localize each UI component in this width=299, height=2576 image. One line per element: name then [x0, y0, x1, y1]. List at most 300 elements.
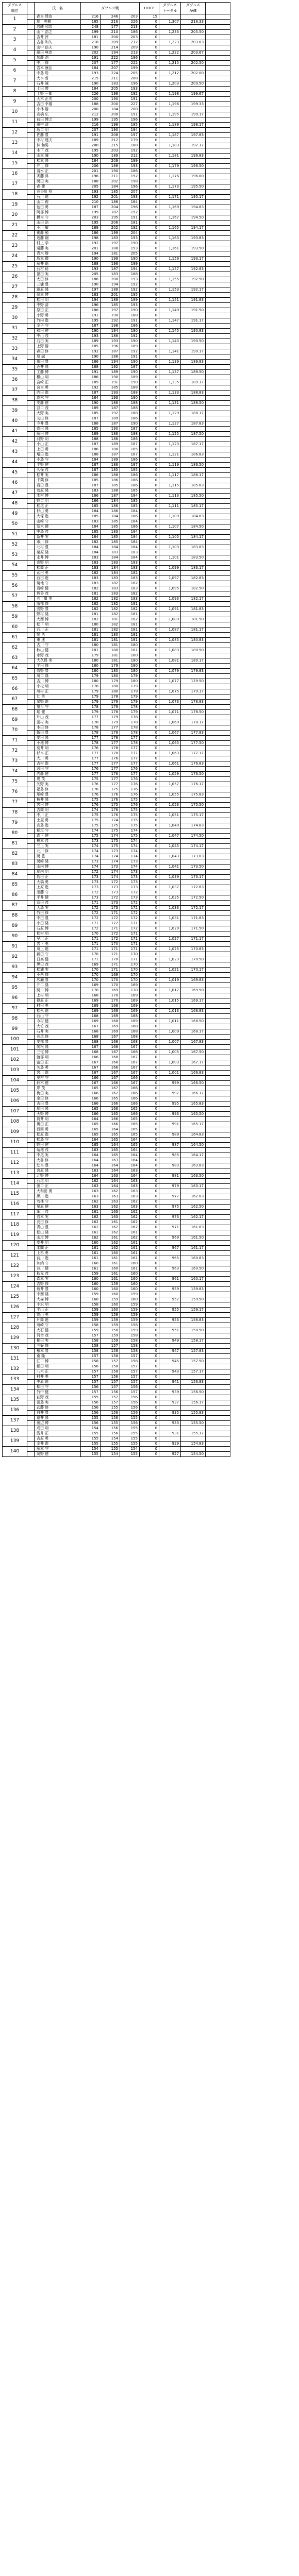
average-value	[181, 159, 206, 164]
blank-cell	[206, 720, 230, 725]
game-2-score: 177	[101, 61, 120, 66]
rank-cell: 45	[3, 468, 27, 478]
table-row	[3, 1292, 297, 1297]
game-1-score: 166	[81, 1091, 101, 1096]
rank-cell: 101	[3, 1045, 27, 1055]
game-3-score: 192	[120, 174, 140, 179]
game-1-score: 190	[81, 354, 101, 360]
game-1-score: 173	[81, 880, 101, 885]
game-3-score: 196	[120, 184, 140, 190]
total-value: 1,131	[159, 401, 181, 406]
average-value: 159.50	[181, 1297, 206, 1302]
game-1-score: 169	[81, 983, 101, 988]
game-3-score: 171	[120, 957, 140, 962]
hdcp-value: 0	[140, 71, 159, 76]
player-name: 黒田 茂	[35, 962, 81, 968]
game-2-score: 203	[101, 148, 120, 154]
player-name: 上田 勝	[35, 87, 81, 92]
team-cell	[27, 1333, 35, 1338]
player-name: 岡崎 隆	[35, 859, 81, 865]
game-2-score: 170	[101, 993, 120, 998]
hdcp-value: 0	[140, 380, 159, 385]
blank-cell	[206, 344, 230, 349]
hdcp-value: 0	[140, 1375, 159, 1380]
game-3-score: 191	[120, 112, 140, 117]
game-1-score: 186	[81, 375, 101, 380]
game-2-score: 166	[101, 1117, 120, 1122]
total-value	[159, 1416, 181, 1421]
table-row	[3, 1256, 297, 1261]
blank-cell	[206, 942, 230, 947]
rank-cell: 29	[3, 303, 27, 313]
blank-cell	[206, 251, 230, 257]
average-value: 176.50	[181, 772, 206, 777]
average-value	[181, 859, 206, 865]
player-name: 沢田 守	[35, 767, 81, 772]
game-2-score: 156	[101, 1416, 120, 1421]
game-3-score: 186	[120, 473, 140, 478]
rank-cell: 12	[3, 128, 27, 138]
player-name: 菅野 豊	[35, 669, 81, 674]
hdcp-value: 0	[140, 798, 159, 803]
total-value	[159, 519, 181, 524]
game-3-score: 185	[120, 468, 140, 473]
game-3-score: 199	[120, 262, 140, 267]
game-3-score: 162	[120, 1235, 140, 1241]
game-1-score: 181	[81, 628, 101, 633]
game-3-score: 157	[120, 1380, 140, 1385]
game-2-score: 163	[101, 1174, 120, 1179]
game-1-score: 176	[81, 767, 101, 772]
game-3-score: 175	[120, 813, 140, 818]
team-cell	[27, 287, 35, 293]
hdcp-value: 0	[140, 1261, 159, 1266]
game-3-score: 191	[120, 354, 140, 360]
game-1-score: 188	[81, 262, 101, 267]
rank-cell: 75	[3, 777, 27, 787]
total-value	[159, 952, 181, 957]
player-name: 水野 茂	[35, 653, 81, 658]
player-name: 南 隆	[35, 1354, 81, 1359]
team-cell	[27, 40, 35, 45]
game-1-score: 170	[81, 988, 101, 993]
hdcp-value: 0	[140, 746, 159, 751]
average-value	[181, 1107, 206, 1112]
average-value: 218.33	[181, 20, 206, 25]
hdcp-value: 0	[140, 777, 159, 782]
player-name: 新井 実	[35, 535, 81, 540]
game-1-score: 161	[81, 1266, 101, 1272]
hdcp-value: 0	[140, 1256, 159, 1261]
blank-cell	[206, 241, 230, 246]
player-name: 近藤 剛	[35, 236, 81, 241]
blank-cell	[206, 61, 230, 66]
table-row	[3, 92, 297, 97]
game-2-score: 167	[101, 1091, 120, 1096]
team-cell	[27, 689, 35, 694]
table-row	[3, 1344, 297, 1349]
game-1-score: 179	[81, 674, 101, 679]
game-2-score: 182	[101, 612, 120, 617]
player-name: 堀内 明	[35, 870, 81, 875]
table-row	[3, 20, 297, 25]
game-2-score: 182	[101, 597, 120, 602]
player-name: 大石 健	[35, 1328, 81, 1333]
player-name: 松下 明	[35, 622, 81, 628]
rank-cell: 27	[3, 282, 27, 293]
average-value	[181, 272, 206, 277]
blank-cell	[206, 396, 230, 401]
game-3-score: 189	[120, 375, 140, 380]
rank-cell: 113	[3, 1168, 27, 1179]
game-1-score: 185	[81, 478, 101, 483]
table-row	[3, 1287, 297, 1292]
table-row	[3, 957, 297, 962]
hdcp-value: 0	[140, 973, 159, 978]
game-2-score: 158	[101, 1349, 120, 1354]
hdcp-value: 0	[140, 988, 159, 993]
blank-cell	[206, 1081, 230, 1086]
average-value: 189.50	[181, 370, 206, 375]
game-1-score: 179	[81, 710, 101, 715]
rank-cell: 114	[3, 1179, 27, 1189]
hdcp-value: 0	[140, 540, 159, 545]
table-row	[3, 241, 297, 246]
average-value: 196.83	[181, 154, 206, 159]
total-value	[159, 1086, 181, 1091]
total-value: 1,081	[159, 658, 181, 664]
game-3-score: 199	[120, 159, 140, 164]
team-cell	[27, 1256, 35, 1261]
game-1-score: 189	[81, 339, 101, 344]
header-total: ダブルス トータル	[159, 3, 181, 14]
average-value	[181, 1086, 206, 1091]
player-name: 鈴木 健	[35, 1081, 81, 1086]
total-value	[159, 35, 181, 40]
table-row	[3, 1436, 297, 1442]
blank-cell	[206, 756, 230, 761]
blank-cell	[206, 993, 230, 998]
game-1-score: 189	[81, 138, 101, 143]
game-3-score: 187	[120, 452, 140, 457]
average-value: 163.83	[181, 1163, 206, 1168]
game-2-score: 246	[101, 14, 120, 20]
rank-cell: 81	[3, 839, 27, 849]
table-row	[3, 787, 297, 792]
player-name: 渡部 明	[35, 1055, 81, 1060]
game-1-score: 154	[81, 1447, 101, 1452]
table-row	[3, 1241, 297, 1246]
game-3-score: 161	[120, 1256, 140, 1261]
table-row	[3, 962, 297, 968]
player-name: 中原 進	[35, 1380, 81, 1385]
total-value: 1,183	[159, 143, 181, 148]
total-value: 1,161	[159, 246, 181, 251]
game-1-score: 163	[81, 1205, 101, 1210]
game-3-score: 190	[120, 339, 140, 344]
player-name: 桜井 隆	[35, 798, 81, 803]
hdcp-value: 0	[140, 865, 159, 870]
team-cell	[27, 14, 35, 20]
table-row	[3, 1138, 297, 1143]
table-row	[3, 777, 297, 782]
game-2-score: 168	[101, 1019, 120, 1024]
game-3-score: 192	[120, 226, 140, 231]
hdcp-value: 0	[140, 241, 159, 246]
total-value	[159, 942, 181, 947]
hdcp-value: 0	[140, 488, 159, 494]
total-value	[159, 1107, 181, 1112]
game-2-score: 178	[101, 746, 120, 751]
table-row	[3, 870, 297, 875]
total-value: 939	[159, 1390, 181, 1395]
hdcp-value: 0	[140, 267, 159, 272]
total-value	[159, 1055, 181, 1060]
table-row	[3, 895, 297, 901]
total-value	[159, 117, 181, 123]
blank-cell	[206, 751, 230, 756]
average-value	[181, 550, 206, 555]
blank-cell	[206, 1385, 230, 1390]
player-name: 坂井 豊	[35, 1287, 81, 1292]
team-cell	[27, 354, 35, 360]
blank-cell	[206, 1282, 230, 1287]
average-value: 177.17	[181, 751, 206, 756]
total-value	[159, 1045, 181, 1050]
table-row	[3, 1112, 297, 1117]
team-cell	[27, 1004, 35, 1009]
table-row	[3, 416, 297, 421]
total-value: 1,083	[159, 648, 181, 653]
average-value: 193.83	[181, 236, 206, 241]
blank-cell	[206, 308, 230, 313]
table-row	[3, 81, 297, 87]
game-2-score: 215	[101, 143, 120, 148]
total-value	[159, 385, 181, 391]
game-3-score: 183	[120, 597, 140, 602]
blank-cell	[206, 607, 230, 612]
team-cell	[27, 1076, 35, 1081]
blank-cell	[206, 561, 230, 566]
game-2-score: 160	[101, 1308, 120, 1313]
hdcp-value: 0	[140, 437, 159, 442]
table-row	[3, 524, 297, 530]
rank-cell: 100	[3, 1035, 27, 1045]
player-name: 山岸 博	[35, 1235, 81, 1241]
game-2-score: 207	[101, 66, 120, 71]
game-1-score: 181	[81, 648, 101, 653]
average-value	[181, 375, 206, 380]
table-row	[3, 694, 297, 700]
hdcp-value: 0	[140, 303, 159, 308]
game-1-score: 189	[81, 226, 101, 231]
player-name: 桑原 隆	[35, 550, 81, 555]
blank-cell	[206, 1138, 230, 1143]
blank-cell	[206, 128, 230, 133]
player-name: 富田 正	[35, 1060, 81, 1065]
game-2-score: 189	[101, 154, 120, 159]
player-name: 上田 勇	[35, 447, 81, 452]
total-value	[159, 674, 181, 679]
game-1-score: 189	[81, 406, 101, 411]
blank-cell	[206, 694, 230, 700]
game-3-score: 177	[120, 761, 140, 767]
game-3-score: 185	[120, 488, 140, 494]
total-value	[159, 612, 181, 617]
player-name: 杉本 正	[35, 751, 81, 756]
game-1-score: 158	[81, 1349, 101, 1354]
game-1-score: 192	[81, 195, 101, 200]
rank-cell: 42	[3, 437, 27, 447]
rank-cell: 74	[3, 767, 27, 777]
player-name: 宮田 博	[35, 803, 81, 808]
game-2-score: 169	[101, 973, 120, 978]
table-row	[3, 1442, 297, 1447]
rank-cell: 31	[3, 324, 27, 334]
total-value: 1,005	[159, 1050, 181, 1055]
player-name: 西川 正	[35, 628, 81, 633]
total-value	[159, 715, 181, 720]
team-cell	[27, 494, 35, 499]
total-value: 1,196	[159, 102, 181, 107]
game-2-score: 181	[101, 251, 120, 257]
hdcp-value: 0	[140, 427, 159, 432]
rank-cell: 123	[3, 1272, 27, 1282]
table-row	[3, 1375, 297, 1380]
team-cell	[27, 1210, 35, 1215]
table-row	[3, 1395, 297, 1400]
game-2-score: 165	[101, 1138, 120, 1143]
game-2-score: 214	[101, 45, 120, 50]
rank-cell: 47	[3, 488, 27, 499]
table-row	[3, 87, 297, 92]
average-value	[181, 694, 206, 700]
table-row	[3, 1261, 297, 1266]
average-value	[181, 890, 206, 895]
game-3-score: 168	[120, 1029, 140, 1035]
total-value: 993	[159, 1112, 181, 1117]
total-value	[159, 159, 181, 164]
game-3-score: 160	[120, 1272, 140, 1277]
game-1-score: 165	[81, 1127, 101, 1132]
average-value	[181, 1302, 206, 1308]
player-name: 広瀬 豊	[35, 978, 81, 983]
game-2-score: 157	[101, 1344, 120, 1349]
team-cell	[27, 514, 35, 519]
game-3-score: 170	[120, 978, 140, 983]
game-3-score: 161	[120, 1266, 140, 1272]
team-cell	[27, 849, 35, 854]
game-2-score: 190	[101, 427, 120, 432]
rank-cell: 22	[3, 231, 27, 241]
rank-cell: 78	[3, 808, 27, 818]
game-1-score: 167	[81, 1024, 101, 1029]
blank-cell	[206, 499, 230, 504]
blank-cell	[206, 530, 230, 535]
table-row	[3, 1035, 297, 1040]
total-value: 1,041	[159, 865, 181, 870]
average-value	[181, 66, 206, 71]
hdcp-value: 0	[140, 736, 159, 741]
total-value	[159, 447, 181, 452]
total-value: 1,023	[159, 957, 181, 962]
game-1-score: 164	[81, 1158, 101, 1163]
rank-cell: 73	[3, 756, 27, 767]
rank-cell: 89	[3, 921, 27, 931]
table-row	[3, 1416, 297, 1421]
team-cell	[27, 1220, 35, 1225]
average-value: 176.83	[181, 761, 206, 767]
average-value: 173.83	[181, 854, 206, 859]
game-3-score: 190	[120, 370, 140, 375]
average-value: 179.83	[181, 669, 206, 674]
average-value: 174.50	[181, 834, 206, 839]
table-row	[3, 210, 297, 215]
blank-cell	[206, 262, 230, 267]
game-2-score: 177	[101, 782, 120, 787]
game-3-score: 192	[120, 287, 140, 293]
table-row	[3, 1122, 297, 1127]
rank-cell: 65	[3, 674, 27, 684]
average-value: 180.50	[181, 648, 206, 653]
team-cell	[27, 380, 35, 385]
team-cell	[27, 396, 35, 401]
total-value	[159, 880, 181, 885]
rank-cell: 92	[3, 952, 27, 962]
average-value	[181, 705, 206, 710]
team-cell	[27, 1158, 35, 1163]
game-2-score: 169	[101, 1024, 120, 1029]
player-name: 三宅 博	[35, 1050, 81, 1055]
blank-cell	[206, 983, 230, 988]
total-value: 1,223	[159, 40, 181, 45]
player-name: 林 和男	[35, 143, 81, 148]
player-name: 竹田 修	[35, 911, 81, 916]
player-name: 田辺 博	[35, 1421, 81, 1426]
team-cell	[27, 411, 35, 416]
average-value	[181, 1426, 206, 1431]
team-cell	[27, 746, 35, 751]
table-row	[3, 1210, 297, 1215]
player-name: 後藤 勉	[35, 231, 81, 236]
team-cell	[27, 1014, 35, 1019]
player-name: 石井 誠	[35, 81, 81, 87]
hdcp-value: 0	[140, 298, 159, 303]
game-3-score: 193	[120, 277, 140, 282]
rank-cell: 55	[3, 571, 27, 581]
game-1-score: 175	[81, 813, 101, 818]
team-cell	[27, 318, 35, 324]
blank-cell	[206, 1040, 230, 1045]
player-name: 安田 隆	[35, 736, 81, 741]
blank-cell	[206, 952, 230, 957]
table-row	[3, 1014, 297, 1019]
total-value	[159, 591, 181, 597]
hdcp-value: 0	[140, 1009, 159, 1014]
player-name: 小沢 明	[35, 1302, 81, 1308]
hdcp-value: 0	[140, 937, 159, 942]
total-value	[159, 1065, 181, 1071]
rank-cell: 103	[3, 1065, 27, 1076]
team-cell	[27, 267, 35, 272]
average-value	[181, 1210, 206, 1215]
game-1-score: 156	[81, 1421, 101, 1426]
player-name: 片山 茂	[35, 715, 81, 720]
total-value: 1,091	[159, 607, 181, 612]
rank-cell: 102	[3, 1055, 27, 1065]
table-row	[3, 452, 297, 457]
team-cell	[27, 391, 35, 396]
